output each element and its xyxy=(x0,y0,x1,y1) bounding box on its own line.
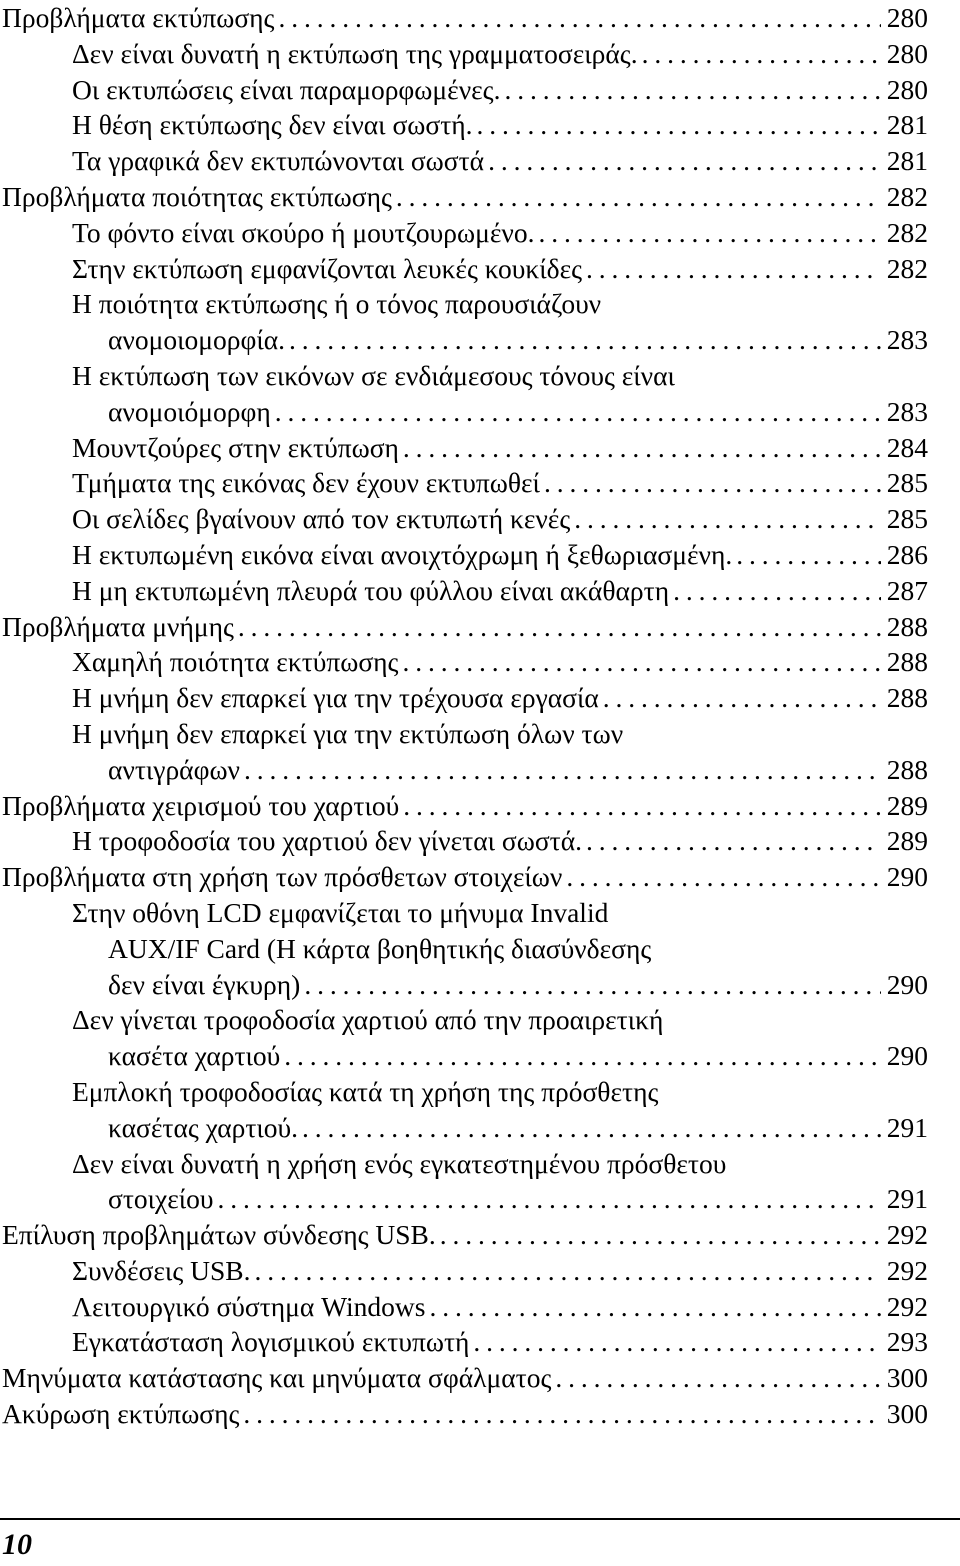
dot-leader xyxy=(250,1253,880,1289)
toc-entry[interactable] xyxy=(0,680,928,716)
toc-entry[interactable] xyxy=(0,573,928,609)
toc-page-number: 293 xyxy=(886,1326,928,1358)
dot-leader xyxy=(436,1217,881,1253)
toc-page-number: 280 xyxy=(886,73,928,105)
toc-entry[interactable] xyxy=(0,644,928,680)
toc-entry[interactable] xyxy=(0,36,928,72)
toc-entry[interactable] xyxy=(0,0,928,36)
toc-entry-title: AUX/IF Card (Η κάρτα βοηθητικής διασύνδεσης xyxy=(108,932,652,964)
toc-page-number: 300 xyxy=(886,1398,928,1430)
toc-page-number: 289 xyxy=(886,825,928,857)
toc-entry[interactable] xyxy=(0,859,928,895)
dot-leader xyxy=(484,143,881,179)
dot-leader xyxy=(392,179,881,215)
toc-page-number: 282 xyxy=(886,252,928,284)
dot-leader xyxy=(239,1396,880,1432)
toc-page-number: 290 xyxy=(886,861,928,893)
toc-page-number: 281 xyxy=(886,109,928,141)
toc-page-number: 288 xyxy=(886,646,928,678)
toc-entry[interactable] xyxy=(0,215,928,251)
toc-page-number: 289 xyxy=(886,789,928,821)
toc-page-number: 288 xyxy=(886,682,928,714)
toc-entry-title: Μουντζούρες στην εκτύπωση xyxy=(72,431,399,463)
dot-leader xyxy=(473,107,881,143)
dot-leader xyxy=(274,0,880,36)
page-number: 10 xyxy=(2,1528,32,1561)
dot-leader xyxy=(285,322,881,358)
toc-entry-title: κασέτα χαρτιού xyxy=(108,1040,281,1072)
dot-leader xyxy=(582,823,881,859)
toc-page-number: 280 xyxy=(886,37,928,69)
dot-leader xyxy=(399,430,881,466)
toc-entry-title: Η θέση εκτύπωσης δεν είναι σωστή. xyxy=(72,109,473,141)
dot-leader xyxy=(240,752,881,788)
dot-leader xyxy=(669,573,881,609)
toc-entry[interactable] xyxy=(0,1074,928,1146)
dot-leader xyxy=(732,537,881,573)
toc-entry[interactable] xyxy=(0,251,928,287)
toc-entry-title: Προβλήματα χειρισμού του χαρτιού xyxy=(2,789,400,821)
toc-entry-title: Η μη εκτυπωμένη πλευρά του φύλλου είναι ακάθαρτη xyxy=(72,574,670,606)
toc-page-number: 291 xyxy=(886,1111,928,1143)
toc-entry[interactable] xyxy=(0,609,928,645)
toc-page-number: 285 xyxy=(886,503,928,535)
toc-entry-title: Εμπλοκή τροφοδοσίας κατά τη χρήση της πρόσθετης xyxy=(72,1075,659,1107)
toc-entry[interactable] xyxy=(0,1146,928,1218)
toc-entry[interactable] xyxy=(0,716,928,788)
dot-leader xyxy=(582,251,881,287)
dot-leader xyxy=(562,859,880,895)
footer-rule xyxy=(0,1518,960,1520)
toc-entry-title: Λειτουργικό σύστημα Windows xyxy=(72,1290,426,1322)
toc-page-number: 290 xyxy=(886,968,928,1000)
dot-leader xyxy=(298,1110,881,1146)
toc-page-number: 284 xyxy=(886,431,928,463)
toc-entry-title: Η εκτυπωμένη εικόνα είναι ανοιχτόχρωμη ή ξεθωριασμένη. xyxy=(72,538,733,570)
dot-leader xyxy=(534,215,880,251)
toc-entry[interactable] xyxy=(0,143,928,179)
toc-entry[interactable] xyxy=(0,895,928,1002)
toc-entry-title: Στην οθόνη LCD εμφανίζεται το μήνυμα Invalid xyxy=(72,896,609,928)
toc-entry-title: κασέτας χαρτιού. xyxy=(108,1111,299,1143)
toc-entry-title: Δεν είναι δυνατή η εκτύπωση της γραμματοσειράς. xyxy=(72,37,638,69)
dot-leader xyxy=(638,36,881,72)
toc-page-number: 300 xyxy=(886,1362,928,1394)
dot-leader xyxy=(300,967,880,1003)
dot-leader xyxy=(599,680,881,716)
toc-entry-title: Η μνήμη δεν επαρκεί για την εκτύπωση όλων των xyxy=(72,717,624,749)
toc-entry-title: Η εκτύπωση των εικόνων σε ενδιάμεσους τόνους είναι xyxy=(72,359,675,391)
dot-leader xyxy=(280,1038,880,1074)
toc-entry[interactable] xyxy=(0,1360,928,1396)
toc-entry-title: Επίλυση προβλημάτων σύνδεσης USB. xyxy=(2,1219,436,1251)
toc-entry-title: Προβλήματα εκτύπωσης xyxy=(2,2,275,33)
dot-leader xyxy=(426,1289,881,1325)
toc-page-number: 292 xyxy=(886,1219,928,1251)
dot-leader xyxy=(271,394,881,430)
toc-entry[interactable] xyxy=(0,1289,928,1325)
toc-entry-title: Συνδέσεις USB. xyxy=(72,1254,251,1286)
toc-entry-title: Η ποιότητα εκτύπωσης ή ο τόνος παρουσιάζουν xyxy=(72,288,602,320)
toc-entry-title: Μηνύματα κατάστασης και μηνύματα σφάλματος xyxy=(2,1362,552,1394)
toc-entry-title: στοιχείου xyxy=(108,1183,214,1215)
toc-entry[interactable] xyxy=(0,1253,928,1289)
dot-leader xyxy=(500,72,880,108)
toc-entry[interactable] xyxy=(0,72,928,108)
toc-entry[interactable] xyxy=(0,1217,928,1253)
toc-entry[interactable] xyxy=(0,465,928,501)
toc-entry-title: Εγκατάσταση λογισμικού εκτυπωτή xyxy=(72,1326,470,1358)
dot-leader xyxy=(234,609,881,645)
toc-page-number: 288 xyxy=(886,610,928,642)
toc-entry-title: Οι σελίδες βγαίνουν από τον εκτυπωτή κενές xyxy=(72,503,571,535)
toc-entry[interactable] xyxy=(0,1324,928,1360)
toc-entry-title: Προβλήματα μνήμης xyxy=(2,610,234,642)
toc-entry-title: Τμήματα της εικόνας δεν έχουν εκτυπωθεί xyxy=(72,467,540,499)
toc-page-number: 290 xyxy=(886,1040,928,1072)
toc-entry-title: ανομοιομορφία. xyxy=(108,324,286,356)
toc-entry-title: ανομοιόμορφη xyxy=(108,395,271,427)
toc-entry-title: Οι εκτυπώσεις είναι παραμορφωμένες. xyxy=(72,73,501,105)
toc-page-number: 288 xyxy=(886,753,928,785)
toc-page-number: 286 xyxy=(886,538,928,570)
toc-entry-title: Η τροφοδοσία του χαρτιού δεν γίνεται σωστά. xyxy=(72,825,582,857)
toc-page-number: 282 xyxy=(886,216,928,248)
toc-page-number: 283 xyxy=(886,395,928,427)
dot-leader xyxy=(570,501,881,537)
dot-leader xyxy=(399,788,881,824)
toc-entry[interactable] xyxy=(0,537,928,573)
toc-entry[interactable] xyxy=(0,823,928,859)
toc-entry-title: Προβλήματα στη χρήση των πρόσθετων στοιχείων xyxy=(2,861,563,893)
toc-entry-title: αντιγράφων xyxy=(108,753,240,785)
toc-entry[interactable] xyxy=(0,501,928,537)
toc-entry-title: Ακύρωση εκτύπωσης xyxy=(2,1398,240,1430)
toc-entry[interactable] xyxy=(0,788,928,824)
toc-entry-title: Δεν γίνεται τροφοδοσία χαρτιού από την προαιρετική xyxy=(72,1004,664,1036)
toc-entry-title: Το φόντο είναι σκούρο ή μουτζουρωμένο. xyxy=(72,216,535,248)
toc-entry[interactable] xyxy=(0,179,928,215)
toc-entry-title: Προβλήματα ποιότητας εκτύπωσης xyxy=(2,180,392,212)
toc-entry[interactable] xyxy=(0,358,928,430)
dot-leader xyxy=(540,465,881,501)
toc-page-number: 280 xyxy=(886,2,928,33)
toc-page-number: 285 xyxy=(886,467,928,499)
dot-leader xyxy=(214,1181,881,1217)
toc-page-number: 283 xyxy=(886,324,928,356)
dot-leader xyxy=(469,1324,880,1360)
toc-page-number: 287 xyxy=(886,574,928,606)
toc-entry-title: Δεν είναι δυνατή η χρήση ενός εγκατεστημένου πρόσθετου xyxy=(72,1147,727,1179)
dot-leader xyxy=(551,1360,880,1396)
toc-entry[interactable] xyxy=(0,286,928,358)
toc-entry-title: Στην εκτύπωση εμφανίζονται λευκές κουκίδες xyxy=(72,252,583,284)
toc-entry-title: Χαμηλή ποιότητα εκτύπωσης xyxy=(72,646,399,678)
toc-page-number: 291 xyxy=(886,1183,928,1215)
toc-page-number: 281 xyxy=(886,145,928,177)
dot-leader xyxy=(398,644,880,680)
toc-entry[interactable] xyxy=(0,1002,928,1074)
toc-entry-title: Η μνήμη δεν επαρκεί για την τρέχουσα εργασία xyxy=(72,682,599,714)
toc-entry-title: Τα γραφικά δεν εκτυπώνονται σωστά xyxy=(72,145,485,177)
toc-entry[interactable] xyxy=(0,1396,928,1432)
toc-page-number: 292 xyxy=(886,1254,928,1286)
toc-page-number: 282 xyxy=(886,180,928,212)
toc-page-number: 292 xyxy=(886,1290,928,1322)
toc-entry[interactable] xyxy=(0,107,928,143)
toc-entry[interactable] xyxy=(0,430,928,466)
toc-entry-title: δεν είναι έγκυρη) xyxy=(108,968,301,1000)
